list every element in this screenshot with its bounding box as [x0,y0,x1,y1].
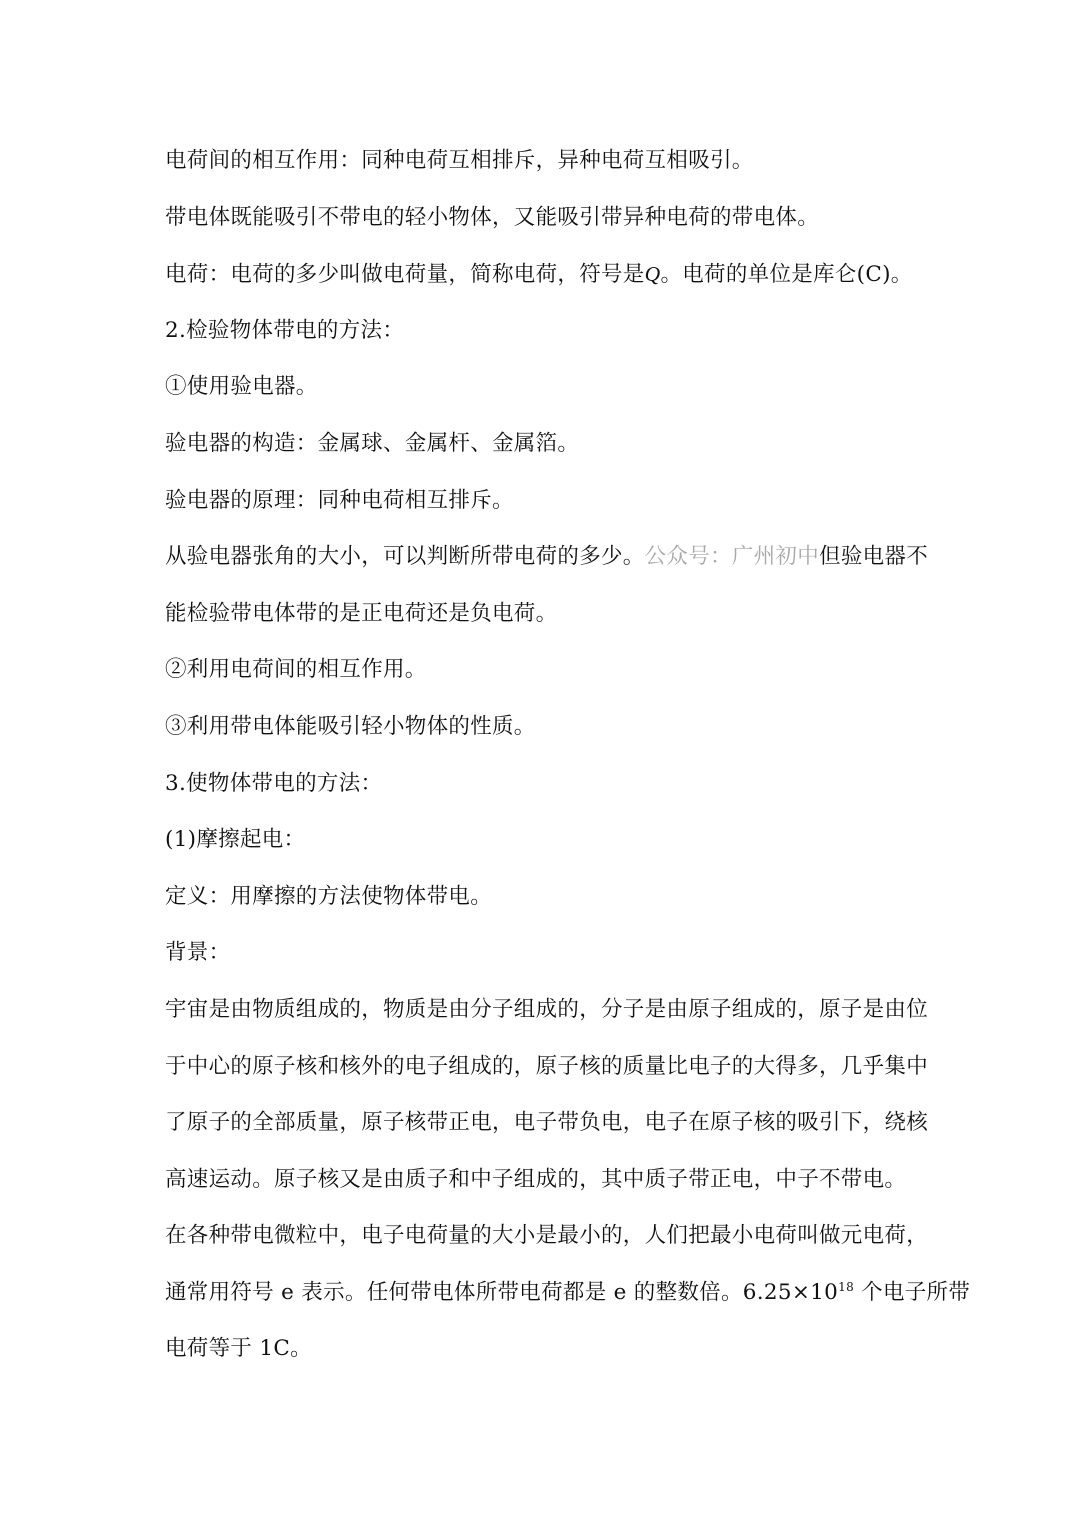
text-segment: 电荷：电荷的多少叫做电荷量，简称电荷，符号是 [165,262,645,288]
text-line: 带电体既能吸引不带电的轻小物体，又能吸引带异种电荷的带电体。 [165,204,820,230]
text-line: 验电器的构造：金属球、金属杆、金属箔。 [165,430,580,456]
text-line [165,1265,971,1322]
charge-symbol: Q [644,262,661,287]
text-segment: 通常用符号 e 表示。任何带电体所带电荷都是 e 的整数倍。6.25×10 [165,1279,839,1305]
text-line: 了原子的全部质量，原子核带正电，电子带负电，电子在原子核的吸引下，绕核 [165,1110,929,1136]
text-line [165,246,925,303]
text-line: 能检验带电体带的是正电荷还是负电荷。 [165,600,558,626]
section-heading: 3.使物体带电的方法： [165,770,383,796]
text-line: 电荷间的相互作用：同种电荷互相排斥，异种电荷互相吸引。 [165,148,754,173]
text-line: 电荷等于 1C。 [165,1336,312,1362]
text-line: 高速运动。原子核又是由质子和中子组成的，其中质子带正电，中子不带电。 [165,1166,907,1192]
text-line: 在各种带电微粒中，电子电荷量的大小是最小的，人们把最小电荷叫做元电荷， [165,1223,929,1249]
text-line: 于中心的原子核和核外的电子组成的，原子核的质量比电子的大得多，几乎集中 [165,1053,929,1079]
text-line: ②利用电荷间的相互作用。 [165,657,427,683]
text-line: 定义：用摩擦的方法使物体带电。 [165,883,493,909]
watermark-text: 公众号：广州初中 [644,544,820,570]
subsection-heading: (1)摩擦起电： [165,827,306,853]
text-segment: 个电子所带 [854,1279,971,1305]
text-line: 验电器的原理：同种电荷相互排斥。 [165,487,514,513]
text-line: 背景： [165,940,231,966]
document-page [165,133,971,1378]
exponent: 18 [838,1279,855,1294]
text-line: ①使用验电器。 [165,374,318,400]
text-line [165,529,929,586]
text-line: 宇宙是由物质组成的，物质是由分子组成的，分子是由原子组成的，原子是由位 [165,996,929,1022]
text-segment: 。电荷的单位是库仑(C)。 [660,262,913,288]
section-heading: 2.检验物体带电的方法： [165,317,405,343]
text-segment: 但验电器不 [819,544,929,570]
text-line: ③利用带电体能吸引轻小物体的性质。 [165,713,536,739]
text-segment: 从验电器张角的大小，可以判断所带电荷的多少。 [165,544,645,570]
